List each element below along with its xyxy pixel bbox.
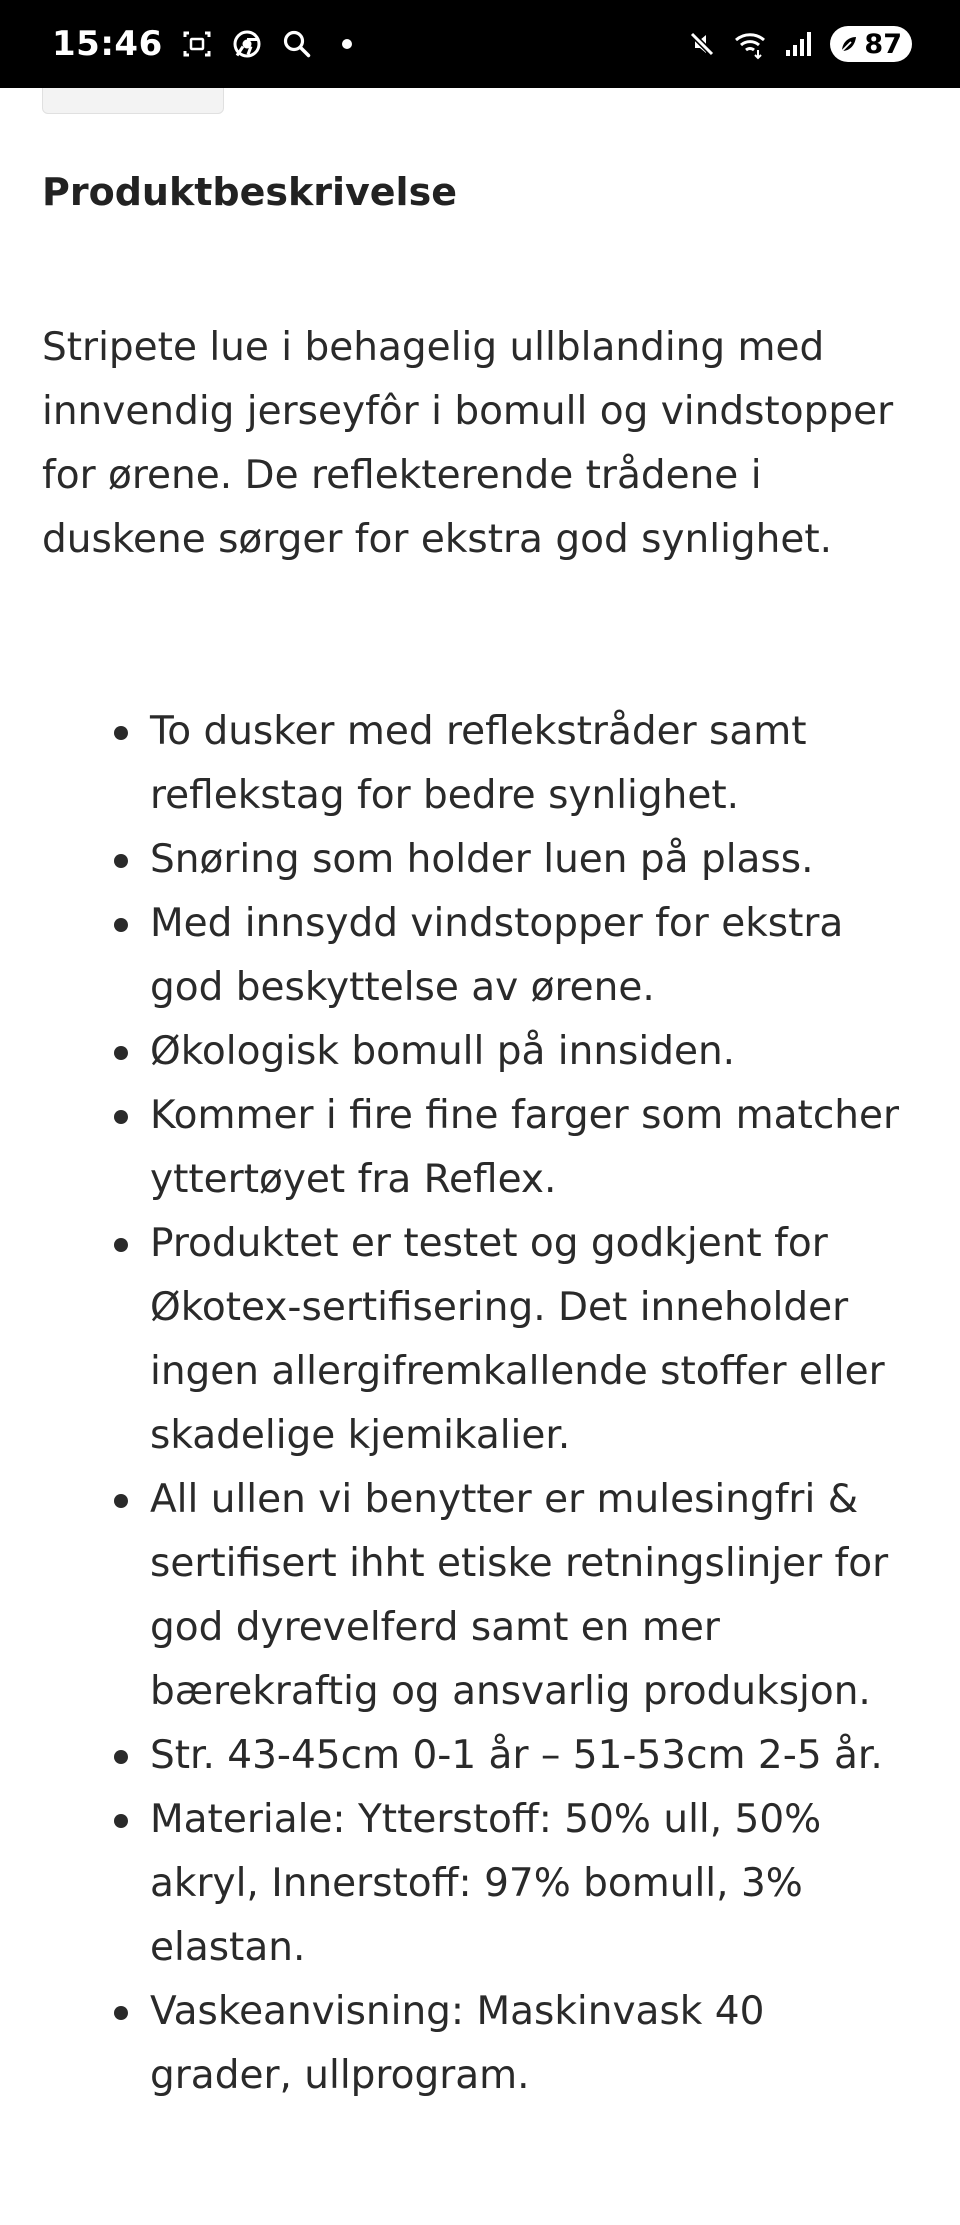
feature-text: Materiale: Ytterstoff: 50% ull, 50% akryl, Innerstoff: 97% bomull, 3% elastan. — [150, 1797, 822, 1970]
bullet-icon — [114, 726, 128, 740]
feature-text: Snøring som holder luen på plass. — [150, 837, 814, 882]
feature-text: All ullen vi benytter er mulesingfri & sertifisert ihht etiske retningslinjer for god dyrevelferd samt en mer bærekraftig og ansvarlig produksjon. — [150, 1477, 889, 1714]
bullet-icon — [114, 1046, 128, 1060]
wifi-icon — [734, 28, 766, 60]
status-right — [686, 26, 912, 62]
search-icon — [281, 28, 313, 60]
feature-text: Vaskeanvisning: Maskinvask 40 grader, ullprogram. — [150, 1989, 765, 2098]
status-time: 15:46 — [52, 24, 163, 64]
feature-text: To dusker med reflekstråder samt reflekstag for bedre synlighet. — [150, 709, 807, 818]
feature-text: Kommer i fire fine farger som matcher yttertøyet fra Reflex. — [150, 1093, 900, 1202]
list-item — [0, 1020, 960, 1084]
feature-text: Økologisk bomull på innsiden. — [150, 1029, 736, 1074]
signal-icon — [782, 28, 814, 60]
bullet-icon — [114, 1750, 128, 1764]
screenshot-icon — [181, 28, 213, 60]
section-title: Produktbeskrivelse — [42, 170, 457, 214]
status-bar — [0, 0, 960, 88]
battery-indicator — [830, 26, 912, 62]
feature-text: Str. 43-45cm 0-1 år – 51-53cm 2-5 år. — [150, 1733, 883, 1778]
bullet-icon — [114, 918, 128, 932]
previous-section-button[interactable] — [42, 88, 224, 114]
status-left — [52, 24, 363, 64]
bullet-icon — [114, 854, 128, 868]
bullet-icon — [114, 1110, 128, 1124]
dot-icon — [331, 28, 363, 60]
bullet-icon — [114, 2006, 128, 2020]
feature-list — [0, 700, 960, 2108]
bullet-icon — [114, 1238, 128, 1252]
feature-text: Med innsydd vindstopper for ekstra god beskyttelse av ørene. — [150, 901, 844, 1010]
list-item — [0, 892, 960, 1020]
list-item — [0, 700, 960, 828]
battery-saver-icon — [838, 33, 860, 55]
list-item — [0, 1468, 960, 1724]
product-description: Stripete lue i behagelig ullblanding med innvendig jerseyfôr i bomull og vindstopper for ørene. De reflekterende trådene i duskene sørger for ekstra god synlighet. — [42, 325, 894, 562]
list-item — [0, 1724, 960, 1788]
feature-text: Produktet er testet og godkjent for Økotex-sertifisering. Det inneholder ingen allergifremkallende stoffer eller skadelige kjemikalier. — [150, 1221, 885, 1458]
mute-icon — [686, 28, 718, 60]
list-item — [0, 1212, 960, 1468]
bullet-icon — [114, 1494, 128, 1508]
product-content — [0, 88, 960, 2225]
list-item — [0, 828, 960, 892]
battery-level: 87 — [864, 28, 902, 60]
list-item — [0, 1980, 960, 2108]
list-item — [0, 1084, 960, 1212]
chrome-icon — [231, 28, 263, 60]
list-item — [0, 1788, 960, 1980]
bullet-icon — [114, 1814, 128, 1828]
